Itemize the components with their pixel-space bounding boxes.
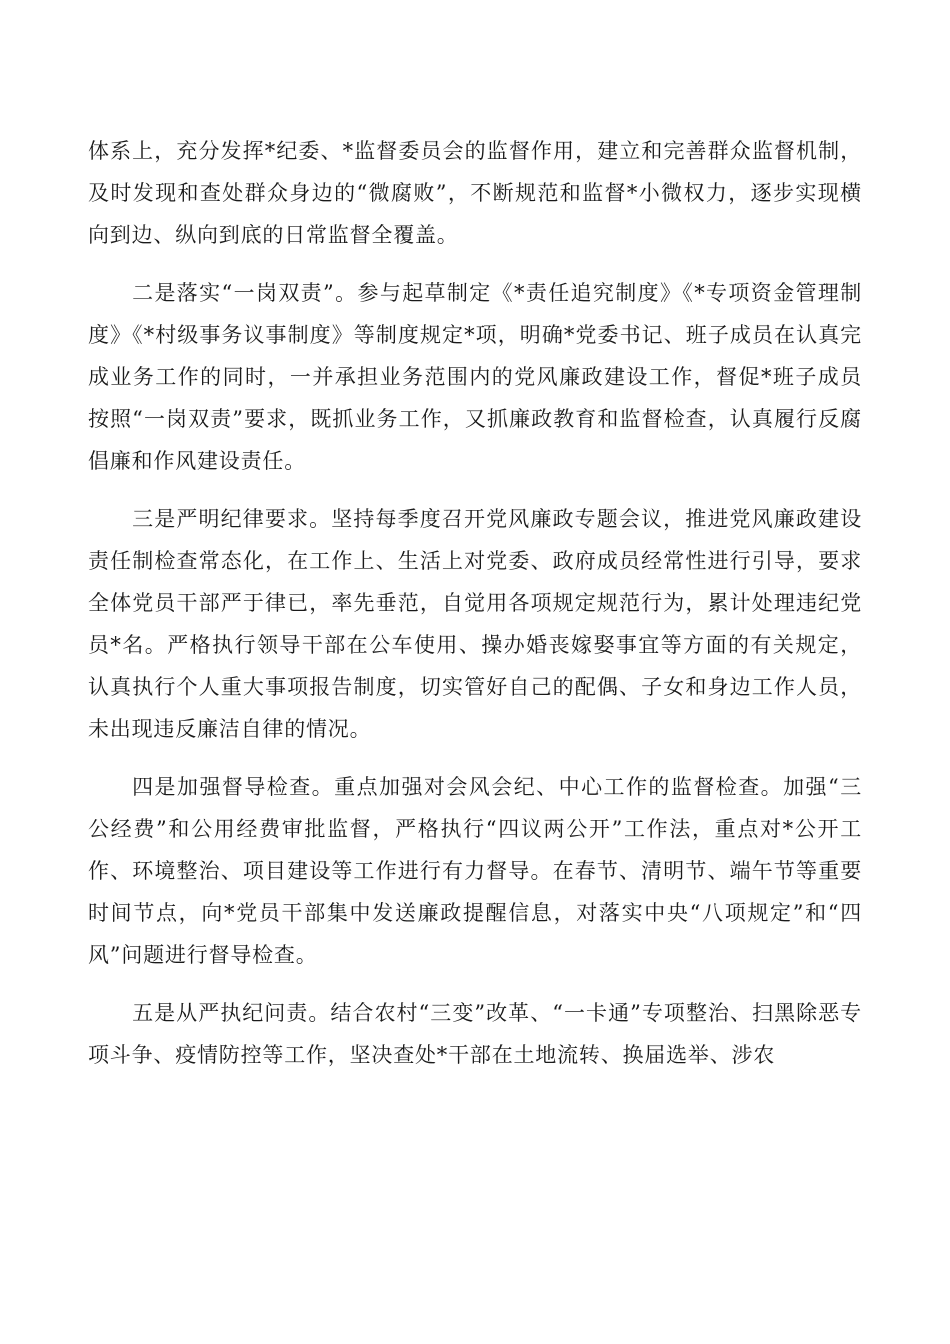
paragraph-one-post-dual-responsibility: 二是落实“一岗双责”。参与起草制定《*责任追究制度》《*专项资金管理制度》《*村级事务议事制度》等制度规定*项，明确*党委书记、班子成员在认真完成业务工作的同时，一并承担业务范围内的党风廉政建设工作，督促*班子成员按照“一岗双责”要求，既抓业务工作，又抓廉政教育和监督检查，认真履行反腐倡廉和作风建设责任。 (88, 281, 862, 473)
paragraph-supervision-inspection: 四是加强督导检查。重点加强对会风会纪、中心工作的监督检查。加强“三公经费”和公用经费审批监督，严格执行“四议两公开”工作法，重点对*公开工作、环境整治、项目建设等工作进行有力督导。在春节、清明节、端午节等重要时间节点，向*党员干部集中发送廉政提醒信息，对落实中央“八项规定”和“四风”问题进行督导检查。 (88, 775, 862, 967)
paragraph-discipline-requirements: 三是严明纪律要求。坚持每季度召开党风廉政专题会议，推进党风廉政建设责任制检查常态化，在工作上、生活上对党委、政府成员经常性进行引导，要求全体党员干部严于律已，率先垂范，自觉用各项规定规范行为，累计处理违纪党员*名。严格执行领导干部在公车使用、操办婚丧嫁娶事宜等方面的有关规定，认真执行个人重大事项报告制度，切实管好自己的配偶、子女和身边工作人员，未出现违反廉洁自律的情况。 (88, 507, 862, 741)
document-body (88, 130, 862, 1092)
paragraph-continuation: 体系上，充分发挥*纪委、*监督委员会的监督作用，建立和完善群众监督机制，及时发现和查处群众身边的“微腐败”，不断规范和监督*小微权力，逐步实现横向到边、纵向到底的日常监督全覆盖。 (88, 139, 862, 247)
paragraph-strict-accountability: 五是从严执纪问责。结合农村“三变”改革、“一卡通”专项整治、扫黑除恶专项斗争、疫情防控等工作，坚决查处*干部在土地流转、换届选举、涉农 (88, 1001, 862, 1067)
